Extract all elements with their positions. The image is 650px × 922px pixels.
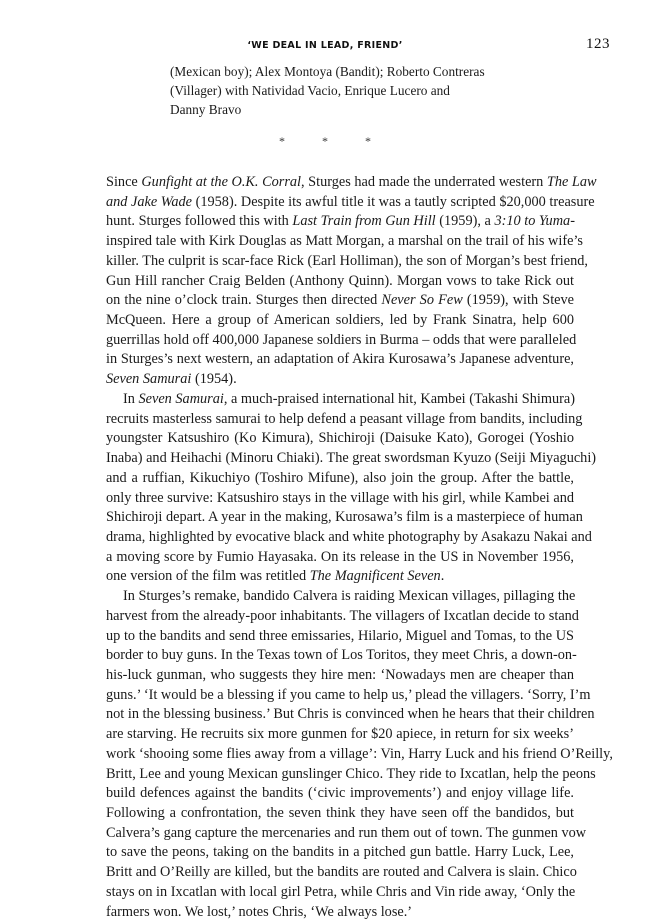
credits-line: (Villager) with Natividad Vacio, Enrique Lucero and — [170, 83, 450, 98]
text-run: guerrillas hold off 400,000 Japanese soldiers in Burma – odds that were paralleled — [106, 331, 577, 348]
italic-title: Gunfight at the O.K. Corral — [141, 174, 302, 190]
text-run: , a much-praised international hit, Kambei (Takashi Shimura) — [223, 390, 576, 407]
text-line — [106, 745, 613, 765]
text-run: (1959), a — [435, 213, 495, 230]
divider-asterisk: * — [279, 134, 285, 148]
text-run: his-luck gunman, who suggests they hire men: ‘Nowadays men are cheaper than — [106, 666, 574, 683]
text-line — [106, 863, 577, 883]
text-run: border to buy guns. In the Texas town of Los Toritos, they meet Chris, a down-on- — [106, 647, 577, 664]
text-line — [106, 173, 597, 193]
text-run: Since — [106, 174, 142, 190]
text-line — [106, 646, 577, 666]
text-run: on the nine o’clock train. Sturges then directed — [106, 292, 382, 309]
text-run: only three survive: Katsushiro stays in the village with his girl, while Kambei and — [106, 489, 574, 506]
body-text — [106, 173, 613, 922]
text-line — [106, 232, 583, 252]
text-run: stays on in Ixcatlan with local girl Petra, while Chris and Vin ride away, ‘Only the — [106, 883, 576, 900]
text-line — [106, 705, 595, 725]
text-line — [106, 489, 574, 509]
text-run: In Sturges’s remake, bandido Calvera is raiding Mexican villages, pillaging the — [123, 588, 576, 605]
text-line — [106, 410, 583, 430]
text-line — [106, 449, 597, 469]
text-line — [106, 429, 574, 449]
text-run: drama, highlighted by evocative black and white photography by Asakazu Nakai and — [106, 528, 592, 545]
text-run: killer. The culprit is scar-face Rick (Earl Holliman), the son of Morgan’s best friend, — [106, 252, 588, 269]
italic-title: Never So Few — [381, 292, 463, 309]
text-line — [106, 350, 574, 370]
text-run: Gun Hill rancher Craig Belden (Anthony Quinn). Morgan vows to take Rick out — [106, 272, 574, 289]
text-line — [106, 824, 587, 844]
text-run: Shichiroji depart. A year in the making, Kurosawa’s film is a masterpiece of human — [106, 509, 583, 526]
text-line — [106, 193, 595, 213]
text-line — [106, 843, 574, 863]
text-run: Britt and O’Reilly are killed, but the bandits are routed and Calvera is slain. Chico — [106, 864, 577, 881]
credits-line: Danny Bravo — [170, 102, 242, 117]
text-run: Inaba) and Heihachi (Minoru Chiaki). The great swordsman Kyuzo (Seiji Miyaguchi) — [106, 450, 597, 467]
text-run: up to the bandits and send three emissaries, Hilario, Miguel and Tomas, to the US — [106, 627, 574, 644]
text-line — [106, 587, 574, 607]
text-run: to save the peons, taking on the bandits in a pitched gun battle. Harry Luck, Lee, — [106, 844, 574, 861]
text-run: Calvera’s gang capture the mercenaries and run them out of town. The gunmen vow — [106, 824, 587, 841]
text-run: McQueen. Here a group of American soldiers, led by Frank Sinatra, help 600 — [106, 312, 574, 329]
page-number: 123 — [586, 36, 610, 52]
text-run: inspired tale with Kirk Douglas as Matt Morgan, a marshal on the trail of his wife’s — [106, 233, 583, 250]
credits-line: (Mexican boy); Alex Montoya (Bandit); Roberto Contreras — [170, 64, 485, 79]
running-head: ‘WE DEAL IN LEAD, FRIEND’ — [247, 40, 403, 51]
text-line — [106, 567, 574, 587]
text-line — [106, 903, 574, 922]
text-line — [106, 390, 574, 410]
text-line — [106, 311, 574, 331]
text-run: (1959), with Steve — [462, 292, 575, 309]
text-line — [106, 508, 583, 528]
text-line — [106, 291, 574, 311]
text-run: (1958). Despite its awful title it was a tautly scripted $20,000 treasure — [192, 193, 595, 210]
italic-title: Last Train from Gun Hill — [292, 213, 436, 230]
text-line — [106, 331, 577, 351]
text-line — [106, 469, 574, 489]
section-divider — [0, 134, 650, 149]
text-run: farmers won. We lost,’ notes Chris, ‘We always lose.’ — [106, 903, 413, 920]
text-line — [106, 607, 579, 627]
text-line — [106, 686, 591, 706]
divider-asterisk: * — [322, 134, 328, 148]
text-run: not in the blessing business.’ But Chris is convinced when he hears that their children — [106, 706, 595, 723]
italic-title: The Law — [546, 174, 597, 190]
text-run: a moving score by Fumio Hayasaka. On its release in the US in November 1956, — [106, 548, 574, 565]
text-run: and a ruffian, Kikuchiyo (Toshiro Mifune), also join the group. After the battle, — [106, 469, 574, 486]
text-line — [106, 765, 596, 785]
italic-title: 3:10 to Yuma — [494, 213, 571, 230]
text-line — [106, 212, 574, 232]
text-run: guns.’ ‘It would be a blessing if you came to help us,’ plead the villagers. ‘Sorry, I’m — [106, 686, 591, 703]
text-run: harvest from the already-poor inhabitants. The villagers of Ixcatlan decide to stand — [106, 607, 579, 624]
text-run: , Sturges had made the underrated western — [301, 174, 547, 190]
divider-asterisk: * — [365, 134, 371, 148]
text-run: Following a confrontation, the seven think they have seen off the bandidos, but — [106, 805, 574, 821]
text-run: build defences against the bandits (‘civic improvements’) and enjoy village life. — [106, 785, 574, 802]
text-line — [106, 627, 574, 647]
text-run: hunt. Sturges followed this with — [106, 213, 293, 230]
text-line — [106, 370, 574, 390]
italic-title: Seven Samurai — [106, 371, 192, 388]
text-run: - — [570, 213, 575, 230]
text-run: . — [440, 568, 445, 585]
text-run: one version of the film was retitled — [106, 568, 310, 585]
text-line — [106, 528, 592, 548]
text-line — [106, 804, 574, 824]
text-run: (1954). — [191, 371, 237, 388]
italic-title: Seven Samurai — [138, 390, 224, 407]
text-run: in Sturges’s next western, an adaptation of Akira Kurosawa’s Japanese adventure, — [106, 351, 574, 368]
text-line — [106, 272, 574, 292]
text-line — [106, 666, 574, 686]
text-line — [106, 883, 574, 903]
italic-title: and Jake Wade — [106, 193, 193, 210]
text-line — [106, 548, 574, 568]
text-line — [106, 784, 574, 804]
text-run: are starving. He recruits six more gunmen for $20 apiece, in return for six weeks’ — [106, 726, 574, 743]
text-run: youngster Katsushiro (Ko Kimura), Shichiroji (Daisuke Kato), Gorogei (Yoshio — [106, 430, 574, 447]
text-run: In — [123, 390, 139, 407]
text-line — [106, 252, 588, 272]
cast-credits — [170, 62, 530, 119]
italic-title: The Magnificent Seven — [309, 568, 441, 585]
text-line — [106, 725, 574, 745]
text-run: work ‘shooing some flies away from a village’: Vin, Harry Luck and his friend O’Reilly, — [106, 745, 613, 762]
text-run: recruits masterless samurai to help defend a peasant village from bandits, including — [106, 410, 583, 427]
text-run: Britt, Lee and young Mexican gunslinger Chico. They ride to Ixcatlan, help the peons — [106, 765, 596, 782]
